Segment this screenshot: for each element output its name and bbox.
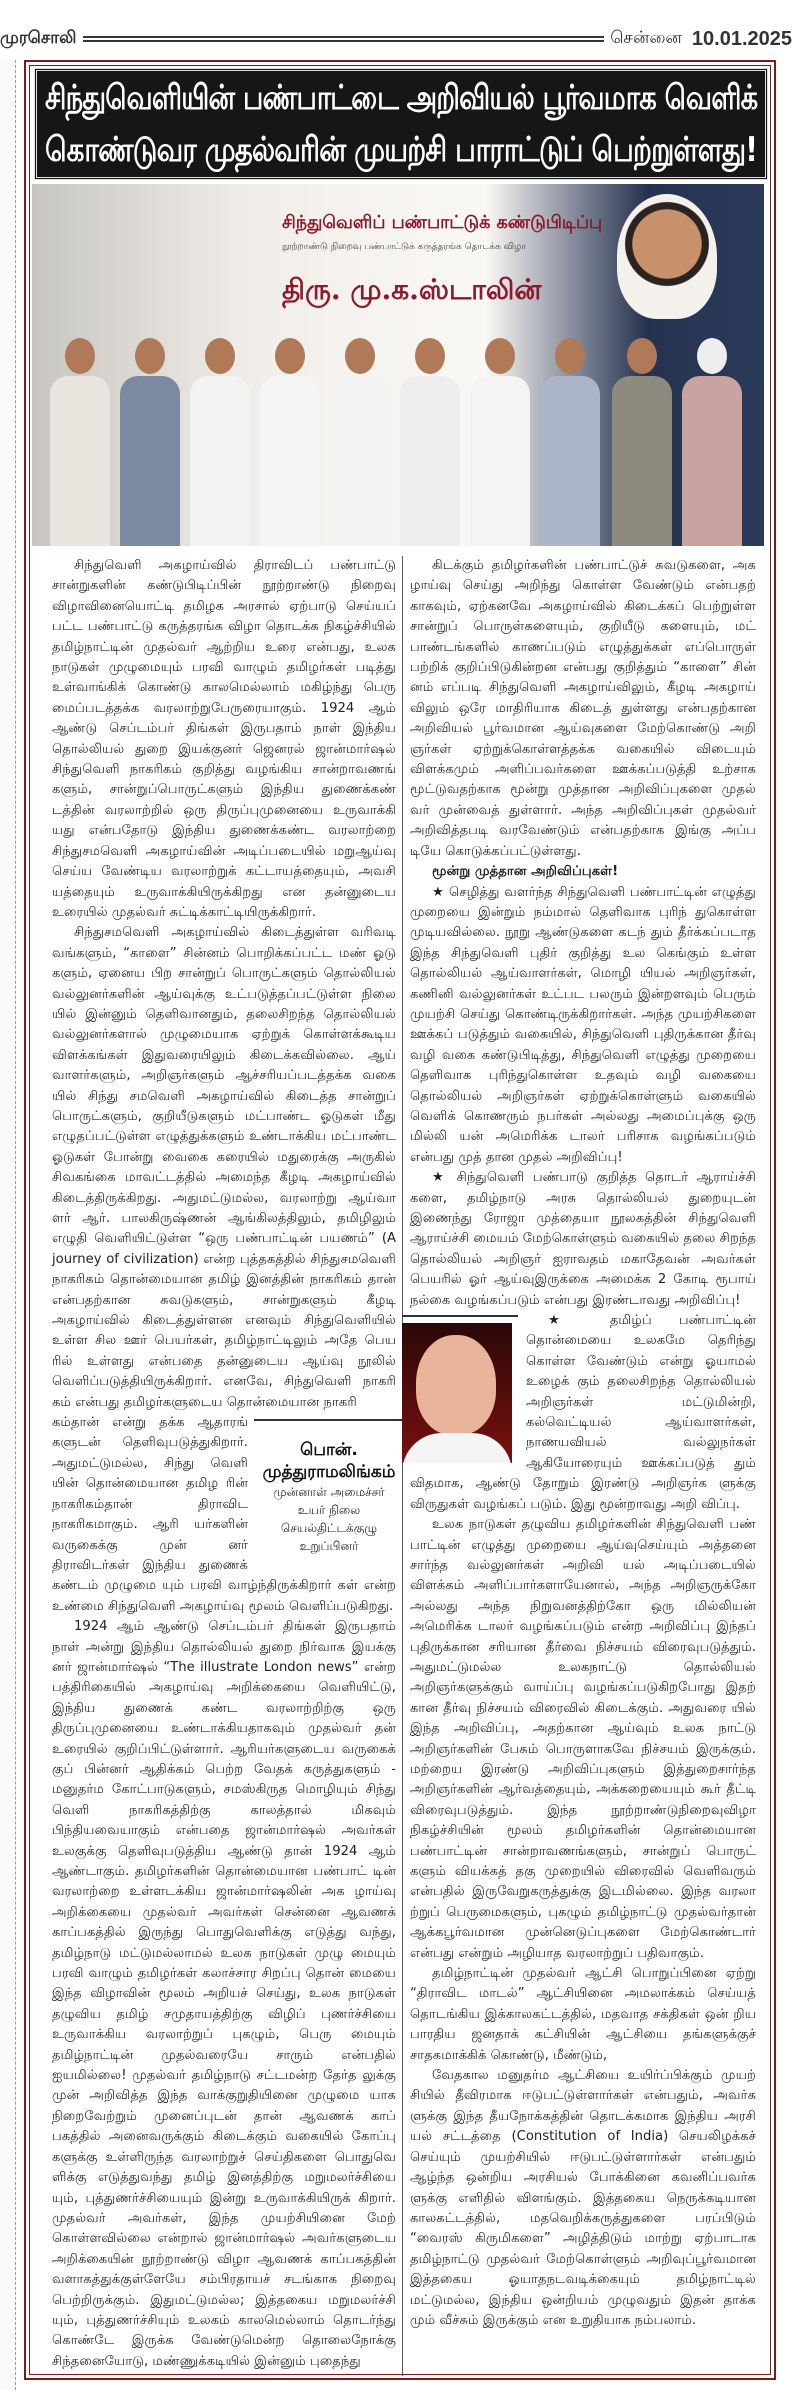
newspaper-name: முரசொலி (0, 28, 77, 48)
banner-subtitle-wrap (282, 240, 602, 254)
author-role: முன்னாள் அமைச்சர் (273, 1485, 385, 1500)
paragraph: 1924 ஆம் ஆண்டு செப்டம்பர் திங்கள் இருபதாம் நாள் அன்று இந்திய தொல்லியல் துறை நிர்வாக இயக்கு னர் ஜான்மார்ஷல் “The illustrate London news” என்ற பத்திரிகையில் அகழாய்வு அறிக்கையை வெளியிட்டு, இந்திய துணைக் கண்ட வரலாற்றிற்கு ஒரு திருப்புமுனையை உண்டாக்கியதாகவும் முதல்வர் தன் உரையில் குறிப்பிட்டுள்ளார். ஆரியர்களுடைய வருகைக் குப் பின்னர் ஆதிக்கம் பெற்ற வேதக் கருத்துகளும் - மனுதர்ம கோட்பாடுகளும், சமஸ்கிருத மொழியும் சிந்து வெளி நாகரிகத்திற்கு காலத்தால் மிகவும் பிந்தியவையாகும் என்பதை ஜான்மார்ஷல் அவர்கள் உலகுக்கு தெளிவுபடுத்திய ஆண்டு தான் 1924 ஆம் ஆண்டாகும். தமிழர்களின் தொன்மையான பண்பாட் டின் வரலாற்றை உள்ளடக்கிய ஜான்மார்ஷலின் அக ழாய்வு அறிக்கையை முதல்வர் அவர்கள் சென்னை ஆவணக் காப்பகத்தில் இருந்து பொதுவெளிக்கு எடுத்து வந்து, தமிழ்நாடு மட்டுமல்லாமல் உலக நாடுகள் முழு மையும் பரவி வாழும் தமிழர்கள் கலாச்சார சிறப்பு தொன் மையை இந்த விழாவின் மூலம் அறியச் செய்து, உலக நாடுகள் தழுவிய தமிழ் சமுதாயத்திற்கு விழிப் புணர்ச்சியை உருவாக்கிய வரலாற்றுப் புகழும், பெரு மையும் தமிழ்நாட்டின் முதல்வரையே சாரும் என்பதில் ஐயமில்லை! முதல்வர் தமிழ்நாடு சட்டமன்ற தேர்த லுக்கு முன் அறிவித்த இந்த வாக்குறுதியினை முழுமை யாக நிறைவேற்றும் முனைப்புடன் தான் ஆவணக் காப் பகத்தில் அனைவருக்கும் கிடைக்கும் வகையில் கோப்பு களுக்கு உள்ளிருந்த வரலாற்றுச் செய்திகளை பொதுவெ ளிக்கு எடுத்துவந்து தமிழ் இனத்திற்கு மறுமலர்ச்சியை யும், புத்துணர்ச்சியையும் இன்று உருவாக்கியிருக் கிறார். முதல்வர் அவர்கள், இந்த முயற்சியினை மேற் கொள்ளவில்லை என்றால் ஜான்மார்ஷல் அவர்களுடைய அறிக்கையின் நூற்றாண்டு விழா ஆவணக் காப்பகத்தின் வளாகத்துக்குள்ளேயே சம்பிரதாயச் சடங்காக நிறைவு பெற்றிருக்கும். இதுமட்டுமல்ல; இத்தகைய மறுமலர்ச்சி யும், புத்துணர்ச்சியும் உலகம் காலமெல்லாம் தொடர்ந்து கொண்டே இருக்க வேண்டுமென்ற தொலைநோக்கு சிந்தனையோடு, மண்ணுக்கடியில் இன்னும் புதைந்து (52, 1619, 396, 2369)
banner-subtitle: நூற்றாண்டு நிறைவு பண்பாட்டுக் கருத்தரங்க தொடக்க விழா (282, 242, 526, 252)
author-photo-box (402, 1315, 518, 1465)
author-box (254, 1419, 404, 1561)
paragraph: கிடக்கும் தமிழர்களின் பண்பாட்டுச் சுவடுகளை, அக ழாய்வு செய்து அறிந்து கொள்ள வேண்டும் என்பதற் காகவும், ஏற்கனவே அகழாய்வில் கிடைக்கப் பெற்றுள்ள சான்றுப் பொருள்களையும், குறியீடு களையும், மட் பாண்டங்களில் காணப்படும் எழுத்துக்கள் எப்பொருள் பற்றிக் குறிப்பிடுகின்றன என்பது குறித்தும் “காளை” சின் னம் எப்படி சிந்துவெளி அகழாய்விலும், கீழடி அகழாய் விலும் ஒரே மாதிரியாக கிடைத் துள்ளது என்பதற்கான அறிவியல் பூர்வமான ஆய்வுகளை மேற்கொண்டு அறி ஞர்கள் ஏற்றுக்கொள்ளத்தக்க வகையில் விடையும் விளக்கமும் அளிப்பவர்களை ஊக்கப்படுத்தி உற்சாக மூட்டுவதற்காக மூன்று முத்தான அறிவிப்புகளை முதல் வர் முன்வைத் துள்ளார். அந்த அறிவிப்புகள் முதல்வர் அறிவித்தபடி வரவேண்டும் என்பதற்காக இங்கு அப்ப டியே கொடுக்கப்பட்டுள்ளது. (410, 558, 756, 859)
announcement-1: ★ செழித்து வளர்ந்த சிந்துவெளி பண்பாட்டின் எழுத்து முறையை இன்றும் நம்மால் தெளிவாக புரிந் துகொள்ள முடியவில்லை. நூறு ஆண்டுகளை கடந் தும் தீர்க்கப்படாத இந்த சிந்துவெளி புதிர் குறித்து உல கெங்கும் உள்ள தொல்லியல் ஆய்வாளர்கள், மொழி யியல் அறிஞர்கள், கணினி வல்லுனர்கள் உட்பட பலரும் இன்றளவும் பெரும் முயற்சி செய்து கொண்டிருக்கிறார்கள். அந்த முயற்சிகளை ஊக்கப் படுத்தும் வகையில், சிந்துவெளி புதிருக்கான தீர்வு வழி வகை கண்டுபிடித்து, சிந்துவெளி எழுத்து முறையை தெளிவாக புரிந்துகொள்ள உதவும் வழி வகையை தொல்லியல் அறிஞர்கள் ஏற்றுக்கொள்ளும் வகையில் வெளிக் கொணரும் நபர்கள் அல்லது அமைப்புக்கு ஒரு மில்லி யன் அமெரிக்க டாலர் பரிசாக வழங்கப்படும் என்பது முத் தான முதல் அறிவிப்பு! (410, 884, 756, 1165)
paragraph: கம்தான் என்று தக்க ஆதாரங் களுடன் தெளிவுபடுத்துகிறார். அதுமட்டுமல்ல, சிந்து வெளி யின் தொன்மையான தமிழ ரின் நாகரிகம்தான் திராவிட நாகரிகமாகும். ஆரி யர்களின் வருகைக்கு முன் னர் திராவிடர்கள் இந்திய துணைக் கண்டம் முழுமை யும் பரவி வாழ்ந்திருக்கிறார் கள் என்ற உண்மை சிந்துவெளி அகழாய்வு மூலம் வெளிப்படுகிறது. (52, 1415, 396, 1614)
headline-line-1: சிந்துவெளியின் பண்பாட்டை அறிவியல் பூர்வமாக வெளிக் (45, 78, 758, 118)
event-photo (32, 184, 764, 546)
subheading: மூன்று முத்தான அறிவிப்புகள்! (432, 864, 619, 880)
banner-portrait (617, 194, 717, 319)
person-figure (612, 338, 672, 546)
announcement-2: ★ சிந்துவெளி பண்பாடு குறித்த தொடர் ஆராய்ச்சி களை, தமிழ்நாடு அரசு தொல்லியல் துறையுடன் இணைந்து ரோஜா முத்தையா நூலகத்தின் சிந்துவெளி ஆராய்ச்சி மையம் மேற்கொள்ளும் வகையில் தலை சிறந்த தொல்லியல் அறிஞர் ஐராவதம் மகாதேவன் அவர்கள் பெயரில் ஓர் ஆய்வுஇருக்கை அமைக்க 2 கோடி ரூபாய் நல்கை வழங்கப்படும் என்பது இரண்டாவது அறிவிப்பு! (410, 1170, 756, 1308)
author-role: செயல்திட்டக்குழு (280, 1521, 378, 1536)
article-column-left (52, 556, 396, 2372)
person-figure (682, 338, 742, 546)
banner-title-wrap (282, 210, 602, 236)
paragraph: சிந்துசமவெளி அகழாய்வில் கிடைத்துள்ள வரிவடி வங்களும், “காளை” சின்னம் பொறிக்கப்பட்ட மண் ஓடு களும், ஏனைய பிற சான்றுப் பொருட்களும் தொல்லியல் வல்லுனர்களின் ஆய்வுக்கு உட்படுத்தப்பட்டுள்ள நிலை யில் இன்னும் தெளிவானதும், தலைசிறந்த தொல்லியல் வல்லுனர்களால் முழுமையாக ஏற்றுக் கொள்ளக்கூடிய விளக்கங்கள் இதுவரையிலும் கிடைக்கவில்லை. ஆய் வாளர்களும், அறிஞர்களும் ஆச்சரியப்படத்தக்க வகை யில் சிந்து சமவெளி அகழாய்வில் கிடைத்த சான்றுப் பொருட்களும், குறியீடுகளும் மட்பாண்ட ஓடுகள் மீது எழுதப்பட்டுள்ள எழுத்துக்களும் உண்டாக்கிய மட்பாண்ட ஓடுகள் போன்று வைகை கரையில் மதுரைக்கு அருகில் சிவகங்கை மாவட்டத்தில் அமைந்த கீழடி அகழாய்வில் கிடைத்திருக்கிறது. அதுமட்டுமல்ல, வரலாற்று ஆய்வா ளர் ஆர். பாலகிருஷ்ணன் ஆங்கிலத்திலும், தமிழிலும் எழுதி வெளியிட்டுள்ள “ஒரு பண்பாட்டின் பயணம்” (A journey of civilization) என்ற புத்தகத்தில் சிந்துசமவெளி நாகரிகம் தொன்மையான தமிழ் இனத்தின் நாகரிகம் தான் என்பதற்கான சுவடுகளும், சான்றுகளும் கீழடி அகழாய்வில் கிடைத்துள்ளன எனவும் சிந்துவெளியில் உள்ள சில ஊர் பெயர்கள், தமிழ்நாட்டிலும் அதே பெய ரில் உள்ளது என்பதை தன்னுடைய ஆய்வு நூலில் வெளிப்படுத்தியிருக்கிறார். எனவே, சிந்துவெளி நாகரி கம் என்பது தமிழர்களுடைய தொன்மையான நாகரி (52, 925, 396, 1410)
banner-name-wrap (282, 270, 602, 310)
headline-line-2: கொண்டுவர முதல்வரின் முயற்சி பாராட்டுப் பெற்றுள்ளது! (45, 130, 758, 170)
paragraph: உலக நாடுகள் தழுவிய தமிழர்களின் சிந்துவெளி பண் பாட்டின் எழுத்து முறையை ஆய்வுசெய்யும் அத்தனை சார்ந்த வல்லுனர்கள் அறிவி யல் அடிப்படையில் விளக்கம் அளிப்பார்களாயேனால், அந்த அறிஞருக்கோ அல்லது அந்த நிறுவனத்திற்கோ ஒரு மில்லியன் அமெரிக்க டாலர் வழங்கப்படும் என்ற அறிவிப்பு இந்தப் புதிருக்கான சரியான தீர்வை நிச்சயம் விரைவுபடுத்தும். அதுமட்டுமல்ல உலகநாட்டு தொல்லியல் அறிஞர்களுக்கும் வாய்ப்பு வழங்கப்படுகிறபோது இதற் கான தீர்வு நிச்சயம் விரைவில் கிடைக்கும். அதுவரை யில் இந்த அறிவிப்பு, அதற்கான ஆய்வும் உலக நாட்டு அறிஞர்களின் பேசும் பொருளாகவே நிச்சயம் இருக்கும். மற்றைய இரண்டு அறிவிப்புகளும் இத்துறைசார்ந்த அறிஞர்களின் ஆர்வத்தையும், அக்கறையையும் கூர் தீட்டி விரைவுபடுத்தும். இந்த நூற்றாண்டுநிறைவுவிழா நிகழ்ச்சியின் மூலம் தமிழர்களின் தொன்மையான பண்பாட்டின் சான்றாவணங்களும், சான்றுப் பொருட் களும் வியக்கத் தகு முறையில் விரைவில் வெளிவரும் என்பதில் இருவேறுகருத்துக்கு இடமில்லை. இந்த வரலா ற்றுப் பெருமைகளும், புகழும் தமிழ்நாட்டு முதல்வர்தான் ஆக்கபூர்வமான முன்னெடுப்புகளை மேற்கொண்டார் என்பது என்றும் அழியாத வரலாற்றுப் பதிவாகும். (410, 1517, 756, 1961)
person-figure (260, 338, 320, 546)
article-column-right (410, 556, 756, 2331)
banner-name: திரு. மு.க.ஸ்டாலின் (282, 273, 542, 306)
adjacent-page-edge (0, 60, 16, 2390)
person-figure (190, 338, 250, 546)
person-figure (400, 338, 460, 546)
announcement-3: ★ தமிழ்ப் பண்பாட்டின் தொன்மையை உலகமே தெரிந்து கொள்ள வேண்டும் என்று ஓயாமல் உழைக் கும் தலைசிறந்த தொல்லியல் அறிஞர்கள் மட்டுமின்றி, கல்வெட்டியல் ஆய்வாளர்கள், நாணயவியல் வல்லுநர்கள் ஆகியோரையும் ஊக்கப்படுத் தும் விதமாக, ஆண்டு தோறும் இரண்டு அறிஞர்க ளுக்கு விருதுகள் வழங்கப் படும். இது மூன்றாவது அறி விப்பு. (410, 1313, 756, 1512)
author-name-1: பொன். (300, 1440, 358, 1461)
author-role: உறுப்பினர் (299, 1539, 359, 1554)
author-role: உயர் நிலை (297, 1503, 361, 1518)
person-figure (540, 338, 600, 546)
masthead (0, 22, 800, 56)
masthead-rule (83, 36, 605, 42)
author-name-2: முத்துராமலிங்கம் (262, 1462, 396, 1483)
banner-title: சிந்துவெளிப் பண்பாட்டுக் கண்டுபிடிப்பு (282, 212, 603, 233)
paragraph: வேதகால மனுதர்ம ஆட்சியை உயிர்ப்பிக்கும் முயற் சியில் தீவிரமாக ஈடுபட்டுள்ளார்கள் என்பதும், அவர்க ளுக்கு இந்த தீயநோக்கத்தின் தொடக்கமாக இந்திய அரசி யல் சட்டத்தை (Constitution of India) செயலிழக்கச் செய்யும் முயற்சியில் ஈடுபட்டுள்ளார்கள் என்பதும் ஆழ்ந்த ஒன்றிய அரசியல் போக்கினை கவனிப்பவர்க ளுக்கு எளிதில் விளங்கும். இத்தகைய நெருக்கடியான காலகட்டத்தில், மதவெறிக்கருத்துகளை பரப்பிடும் “வைரஸ் கிருமிகளை” அழித்திடும் மாற்று ஏற்பாடாக தமிழ்நாட்டு முதல்வர் மேற்கொள்ளும் அறிவுப்பூர்வமான இத்தகைய ஓயாதநடவடிக்கையும் தமிழ்நாட்டில் மட்டுமல்ல, இந்திய ஒன்றியம் முழுவதும் இதன் தாக்க மும் வீச்சும் இருக்கும் என உறுதியாக நம்பலாம். (410, 2068, 756, 2328)
person-figure (120, 338, 180, 546)
paragraph: சிந்துவெளி அகழாய்வில் திராவிடப் பண்பாட்டு சான்றுகளின் கண்டுபிடிப்பின் நூற்றாண்டு நிறைவு விழாவினையொட்டி தமிழக அரசால் ஏற்பாடு செய்யப் பட்ட பண்பாட்டு கருத்தரங்க விழா தொடக்க நிகழ்ச்சியில் தமிழ்நாட்டின் முதல்வர் ஆற்றிய உரை என்பது, உலக நாடுகள் முழுமையும் பரவி வாழும் தமிழர்கள் படித்து உள்வாங்கிக் கொண்டு காலமெல்லாம் மகிழ்ந்து பெரு மைப்படத்தக்க வரலாற்றுபேருரையாகும். 1924 ஆம் ஆண்டு செப்டம்பர் திங்கள் இருபதாம் நாள் இந்திய தொல்லியல் துறை இயக்குனர் ஜெனரல் ஜான்மார்ஷல் சிந்துவெளி நாகரிகம் குறித்து வழங்கிய சான்றாவணங் களும், சான்றுப்பொருட்களும் இந்திய துணைக்கண் டத்தின் வரலாற்றில் ஒரு திருப்புமுனையை உருவாக்கி யது என்பதோடு இந்திய துணைக்கண்ட வரலாற்றை சிந்துசமவெளி அகழாய்வின் அடிப்படையில் மறுஆய்வு செய்ய வேண்டிய வரலாற்றுக் கட்டாயத்தையும், அவசி யத்தையும் உருவாக்கியிருக்கிறது என தன்னுடைய உரையில் முதல்வர் சுட்டிக்காட்டியிருக்கிறார். (52, 558, 396, 920)
paragraph: தமிழ்நாட்டின் முதல்வர் ஆட்சி பொறுப்பினை ஏற்று “திராவிட மாடல்” ஆட்சியினை அமலாக்கம் செய்யத் தொடங்கிய இக்காலகட்டத்தில், மதவாத சக்திகள் ஒன் றிய பாரதிய ஜனதாக் கட்சியின் ஆட்சியை தங்களுக்குச் சாதகமாக்கிக் கொண்டு, மீண்டும், (410, 1966, 756, 2063)
headline (34, 68, 768, 180)
masthead-date: 10.01.2025 (691, 27, 792, 50)
person-figure (330, 338, 390, 546)
masthead-city: சென்னை (610, 28, 682, 48)
author-photo (402, 1323, 512, 1463)
person-figure (50, 338, 110, 546)
person-figure (470, 338, 530, 546)
